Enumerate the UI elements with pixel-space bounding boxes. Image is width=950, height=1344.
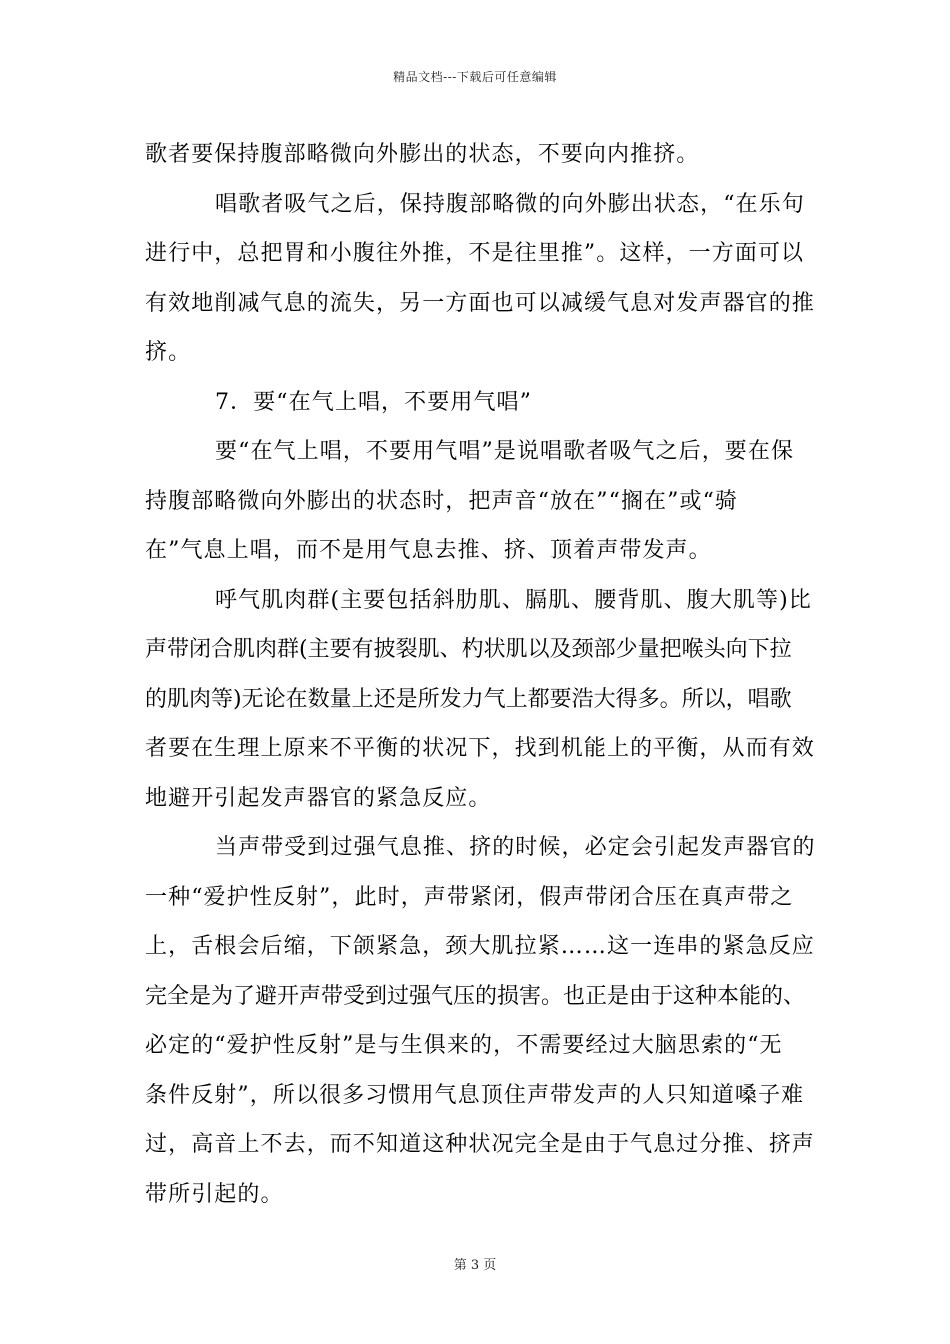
body-line: 地避开引起发声器官的紧急反应。 [145, 785, 492, 811]
page-number: 第 3 页 [453, 1258, 497, 1273]
paragraph-start-line: 呼气肌肉群(主要包括斜肋肌、膈肌、腰背肌、腹大肌等)比 [215, 587, 812, 613]
body-line: 完全是为了避开声带受到过强气压的损害。也正是由于这种本能的、 [145, 983, 806, 1009]
page-header: 精品文档---下载后可任意编辑 [393, 70, 557, 84]
paragraph-start-line: 要“在气上唱，不要用气唱”是说唱歌者吸气之后，要在保 [215, 439, 795, 464]
body-line: 必定的“爱护性反射”是与生俱来的，不需要经过大脑思索的“无 [145, 1033, 783, 1058]
body-line: 歌者要保持腹部略微向外膨出的状态，不要向内推挤。 [145, 142, 700, 167]
body-line: 进行中，总把胃和小腹往外推，不是往里推”。这样，一方面可以 [145, 241, 805, 266]
body-line: 有效地削减气息的流失，另一方面也可以减缓气息对发声器官的推 [145, 290, 815, 316]
paragraph-start-line: 唱歌者吸气之后，保持腹部略微的向外膨出状态，“在乐句 [215, 191, 805, 217]
body-line: 挤。 [145, 340, 192, 365]
body-line: 持腹部略微向外膨出的状态时，把声音“放在”“搁在”或“骑 [145, 488, 739, 514]
document-body [145, 130, 816, 1219]
body-line: 者要在生理上原来不平衡的状况下，找到机能上的平衡，从而有效 [145, 736, 815, 761]
body-line: 条件反射”，所以很多习惯用气息顶住声带发声的人只知道嗓子难 [145, 1082, 805, 1108]
paragraph-start-line: 当声带受到过强气息推、挤的时候，必定会引起发声器官的 [215, 835, 816, 860]
body-line: 上，舌根会后缩，下颌紧急，颈大肌拉紧……这一连串的紧急反应 [145, 934, 815, 959]
body-line: 带所引起的。 [145, 1181, 284, 1207]
body-line: 的肌肉等)无论在数量上还是所发力气上都要浩大得多。所以，唱歌 [145, 686, 792, 712]
section-heading: 7．要“在气上唱，不要用气唱” [215, 389, 532, 415]
body-line: 过，高音上不去，而不知道这种状况完全是由于气息过分推、挤声 [145, 1132, 815, 1157]
body-line: 一种“爱护性反射”，此时，声带紧闭，假声带闭合压在真声带之 [145, 884, 794, 910]
body-line: 在”气息上唱，而不是用气息去推、挤、顶着声带发声。 [145, 538, 712, 563]
body-line: 声带闭合肌肉群(主要有披裂肌、杓状肌以及颈部少量把喉头向下拉 [145, 637, 792, 662]
